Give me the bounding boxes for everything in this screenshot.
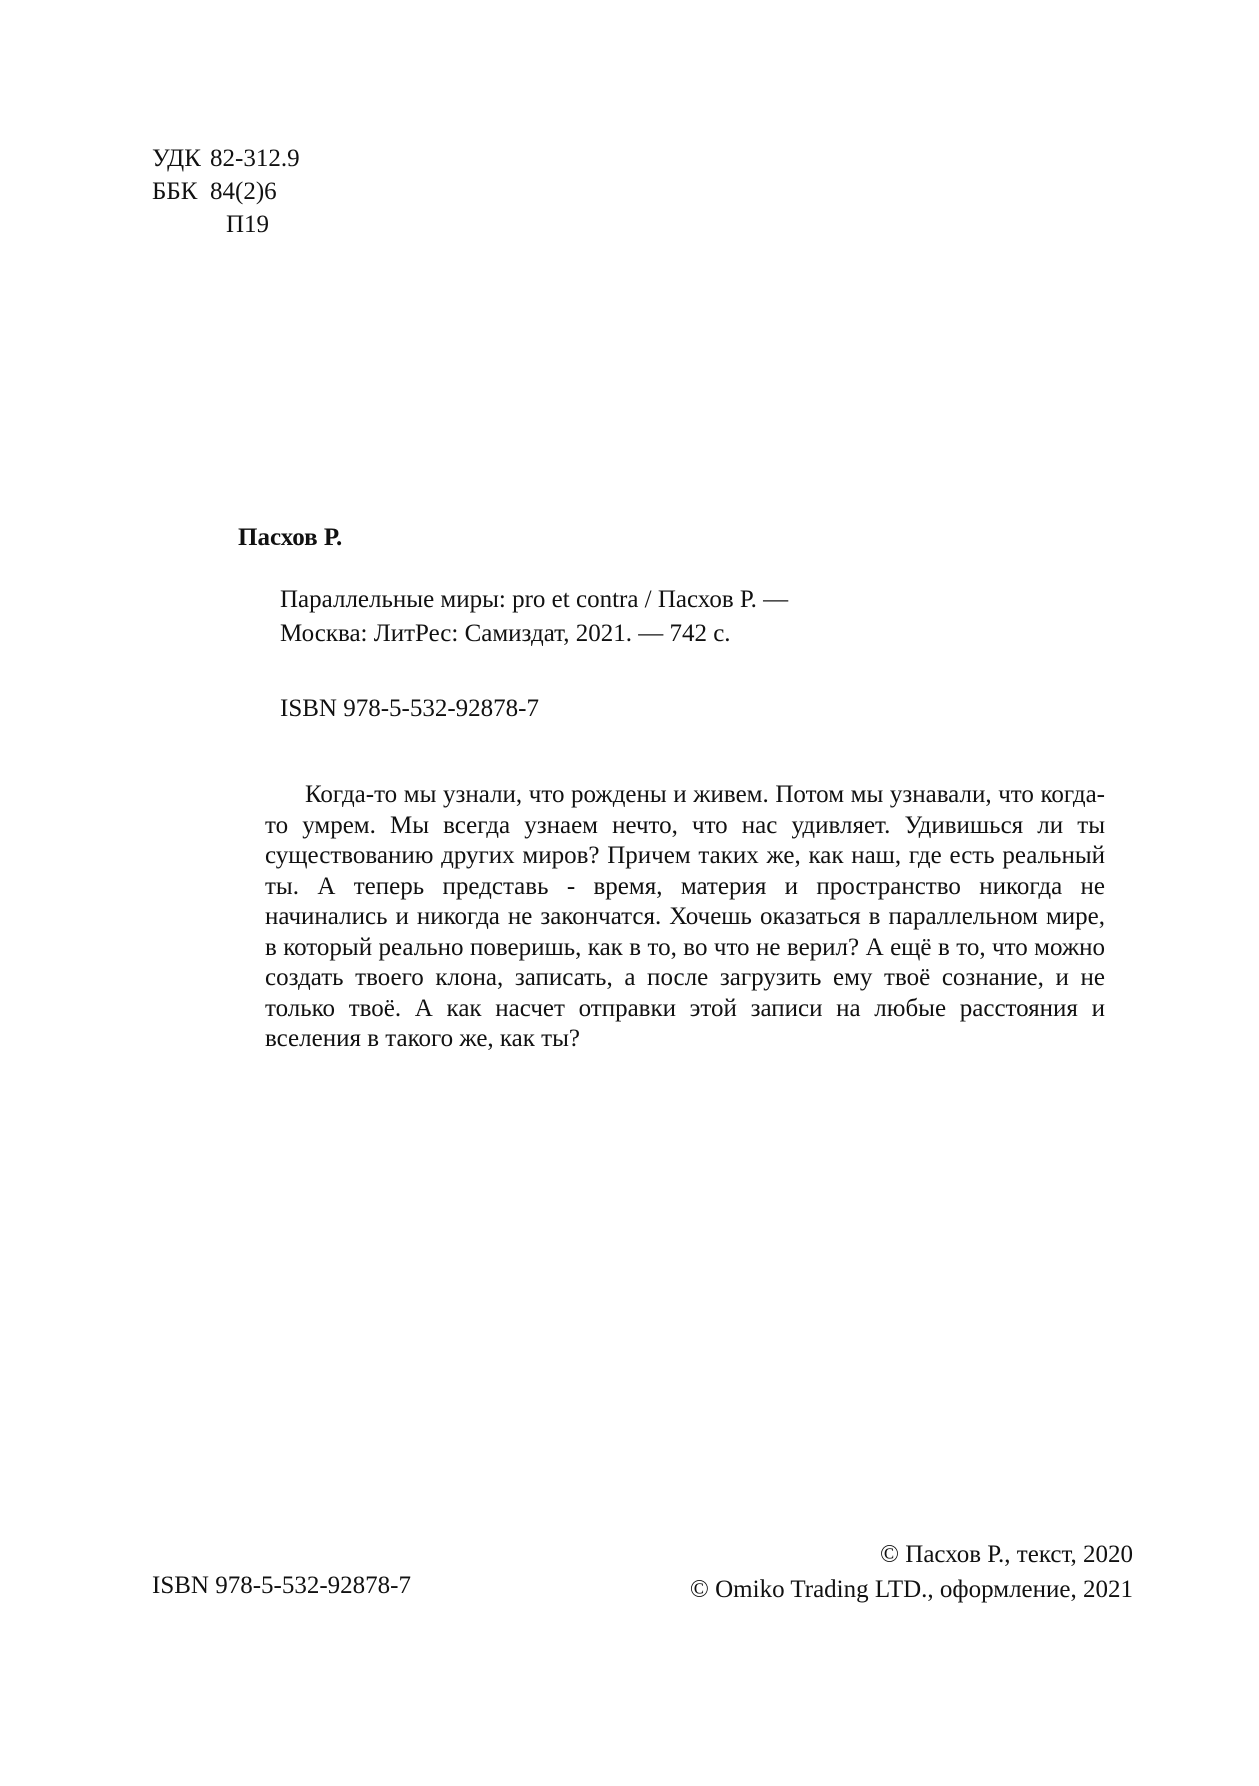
bbk-row (152, 175, 300, 208)
copyright-text-line: © Пасхов Р., текст, 2020 (880, 1541, 1133, 1568)
udk-row (152, 142, 300, 175)
udk-label: УДК (152, 145, 201, 172)
author-heading: Пасхов Р. (238, 524, 343, 551)
bibliographic-line-title: Параллельные миры: pro et contra / Пасхов Р. — (280, 586, 789, 613)
bbk-value: 84(2)6 (210, 178, 277, 205)
catalog-codes (152, 142, 300, 241)
bbk-label: ББК (152, 178, 198, 205)
copyright-notices (690, 1537, 1133, 1607)
bibliographic-line-publisher: Москва: ЛитРес: Самиздат, 2021. — 742 с. (280, 620, 731, 647)
annotation-paragraph: Когда-то мы узнали, что рождены и живем. Потом мы узнавали, что когда-то умрем. Мы всегда узнаем нечто, что нас удивляет. Удивишься ли ты существованию других миров? Причем таких же, как наш, где есть реальный ты. А теперь представь - время, материя и пространство никогда не начинались и никогда не закончатся. Хочешь оказаться в параллельном мире, в который реально поверишь, как в то, во что не верил? А ещё в то, что можно создать твоего клона, записать, а после загрузить ему твоё сознание, и не только твоё. А как насчет отправки этой записи на любые расстояния и вселения в такого же, как ты? (265, 781, 1105, 1052)
isbn-footer: ISBN 978-5-532-92878-7 (152, 1572, 412, 1599)
udk-value: 82-312.9 (210, 145, 300, 172)
copyright-design-line: © Omiko Trading LTD., оформление, 2021 (689, 1576, 1133, 1603)
isbn-main: ISBN 978-5-532-92878-7 (280, 695, 540, 722)
author-sign: П19 (226, 211, 270, 238)
bibliographic-description (280, 583, 788, 651)
